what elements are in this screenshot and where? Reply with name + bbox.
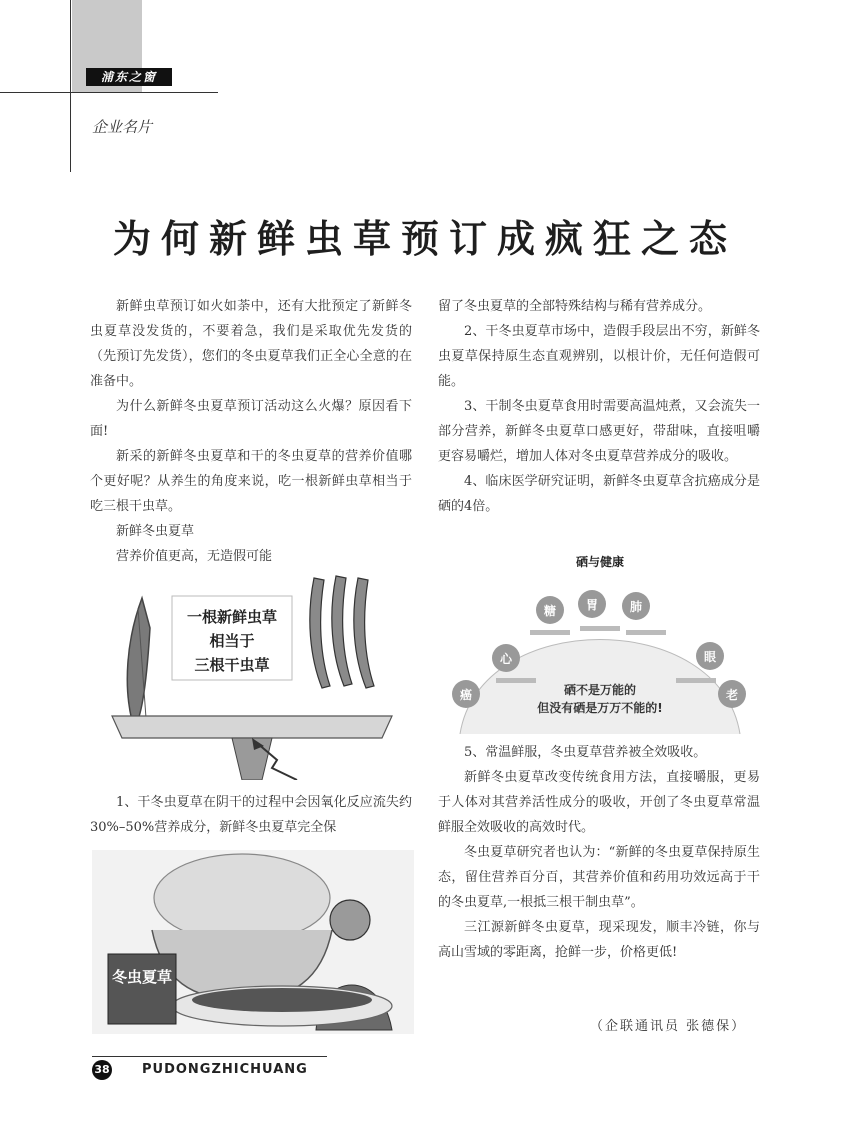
paragraph: 营养价值更高，无造假可能 — [116, 549, 273, 564]
svg-text:胃: 胃 — [585, 598, 599, 612]
selenium-node-cancer — [452, 680, 480, 708]
paragraph: 新鲜冬虫夏草 — [116, 524, 195, 539]
selenium-node-lung — [622, 592, 650, 620]
paragraph: 2、干冬虫夏草市场中，造假手段层出不穷，新鲜冬虫夏草保持原生态直观辨别，以根计价，无任何造假可能。 — [438, 324, 760, 389]
paragraph: 3、干制冬虫夏草食用时需要高温炖煮，又会流失一部分营养，新鲜冬虫夏草口感更好，带甜味，直接咀嚼更容易嚼烂，增加人体对冬虫夏草营养成分的吸收。 — [438, 399, 760, 464]
svg-text:老: 老 — [725, 688, 739, 702]
paragraph: 新鲜冬虫夏草改变传统食用方法，直接嚼服，更易于人体对其营养活性成分的吸收，开创了冬虫夏草常温鲜服全效吸收的高效时代。 — [438, 770, 760, 835]
selenium-title: 硒与健康 — [575, 555, 625, 569]
selenium-node-eye — [696, 642, 724, 670]
paragraph: 5、常温鲜服，冬虫夏草营养被全效吸收。 — [464, 745, 707, 760]
paragraph: 三江源新鲜冬虫夏草，现采现发，顺丰冷链，你与高山雪域的零距离，抢鲜一步，价格更低! — [438, 920, 760, 960]
hands-label: 冬虫夏草 — [111, 968, 173, 986]
paragraph: 新鲜虫草预订如火如荼中，还有大批预定了新鲜冬虫夏草没发货的，不要着急，我们是采取优先发货的（先预订先发货），您们的冬虫夏草我们正全心全意的在准备中。 — [90, 299, 412, 389]
header-vertical-rule — [70, 0, 71, 172]
scale-figure — [92, 568, 414, 780]
paragraph: 为什么新鲜冬虫夏草预订活动这么火爆？原因看下面! — [90, 399, 412, 439]
left-column-bottom — [90, 790, 412, 840]
svg-text:糖: 糖 — [543, 604, 557, 618]
header-horizontal-rule — [0, 92, 218, 93]
byline: （企联通讯员 张德保） — [590, 1019, 747, 1034]
selenium-node-sugar — [536, 596, 564, 624]
selenium-node-aging — [718, 680, 746, 708]
paragraph: 1、干冬虫夏草在阴干的过程中会因氧化反应流失约30%–50%营养成分，新鲜冬虫夏草完全保 — [90, 795, 412, 835]
svg-text:肺: 肺 — [629, 600, 643, 614]
selenium-node-heart — [492, 644, 520, 672]
hands-figure — [92, 850, 414, 1034]
scale-line-2: 相当于 — [209, 632, 255, 650]
right-column-bottom — [438, 740, 760, 965]
selenium-node-stomach — [578, 590, 606, 618]
footer-magazine-name: PUDONGZHICHUANG — [142, 1062, 308, 1077]
right-column-top — [438, 294, 760, 519]
selenium-health-figure — [440, 548, 760, 734]
paragraph: 留了冬虫夏草的全部特殊结构与稀有营养成分。 — [438, 299, 712, 314]
svg-text:心: 心 — [499, 652, 513, 666]
section-label: 企业名片 — [92, 118, 153, 136]
svg-text:眼: 眼 — [703, 650, 717, 664]
selenium-slogan-1: 硒不是万能的 — [563, 683, 637, 697]
paragraph: 冬虫夏草研究者也认为：“新鲜的冬虫夏草保持原生态，留住营养百分百，其营养价值和药用功效远高于干的冬虫夏草,一根抵三根干制虫草”。 — [438, 845, 760, 910]
selenium-slogan-2: 但没有硒是万万不能的! — [537, 701, 663, 715]
left-column-top — [90, 294, 412, 569]
footer-rule — [92, 1056, 327, 1057]
magazine-badge: 浦东之窗 — [86, 68, 172, 86]
paragraph: 4、临床医学研究证明，新鲜冬虫夏草含抗癌成分是硒的4倍。 — [438, 474, 760, 514]
page-number: 38 — [92, 1060, 112, 1080]
scale-line-1: 一根新鲜虫草 — [186, 608, 278, 626]
scale-line-3: 三根干虫草 — [194, 656, 270, 674]
paragraph: 新采的新鲜冬虫夏草和干的冬虫夏草的营养价值哪个更好呢？从养生的角度来说，吃一根新鲜虫草相当于吃三根干虫草。 — [90, 449, 412, 514]
dry-cordyceps-icon — [310, 576, 374, 688]
article-title: 为何新鲜虫草预订成疯狂之态 — [112, 217, 737, 261]
svg-text:癌: 癌 — [459, 688, 473, 702]
